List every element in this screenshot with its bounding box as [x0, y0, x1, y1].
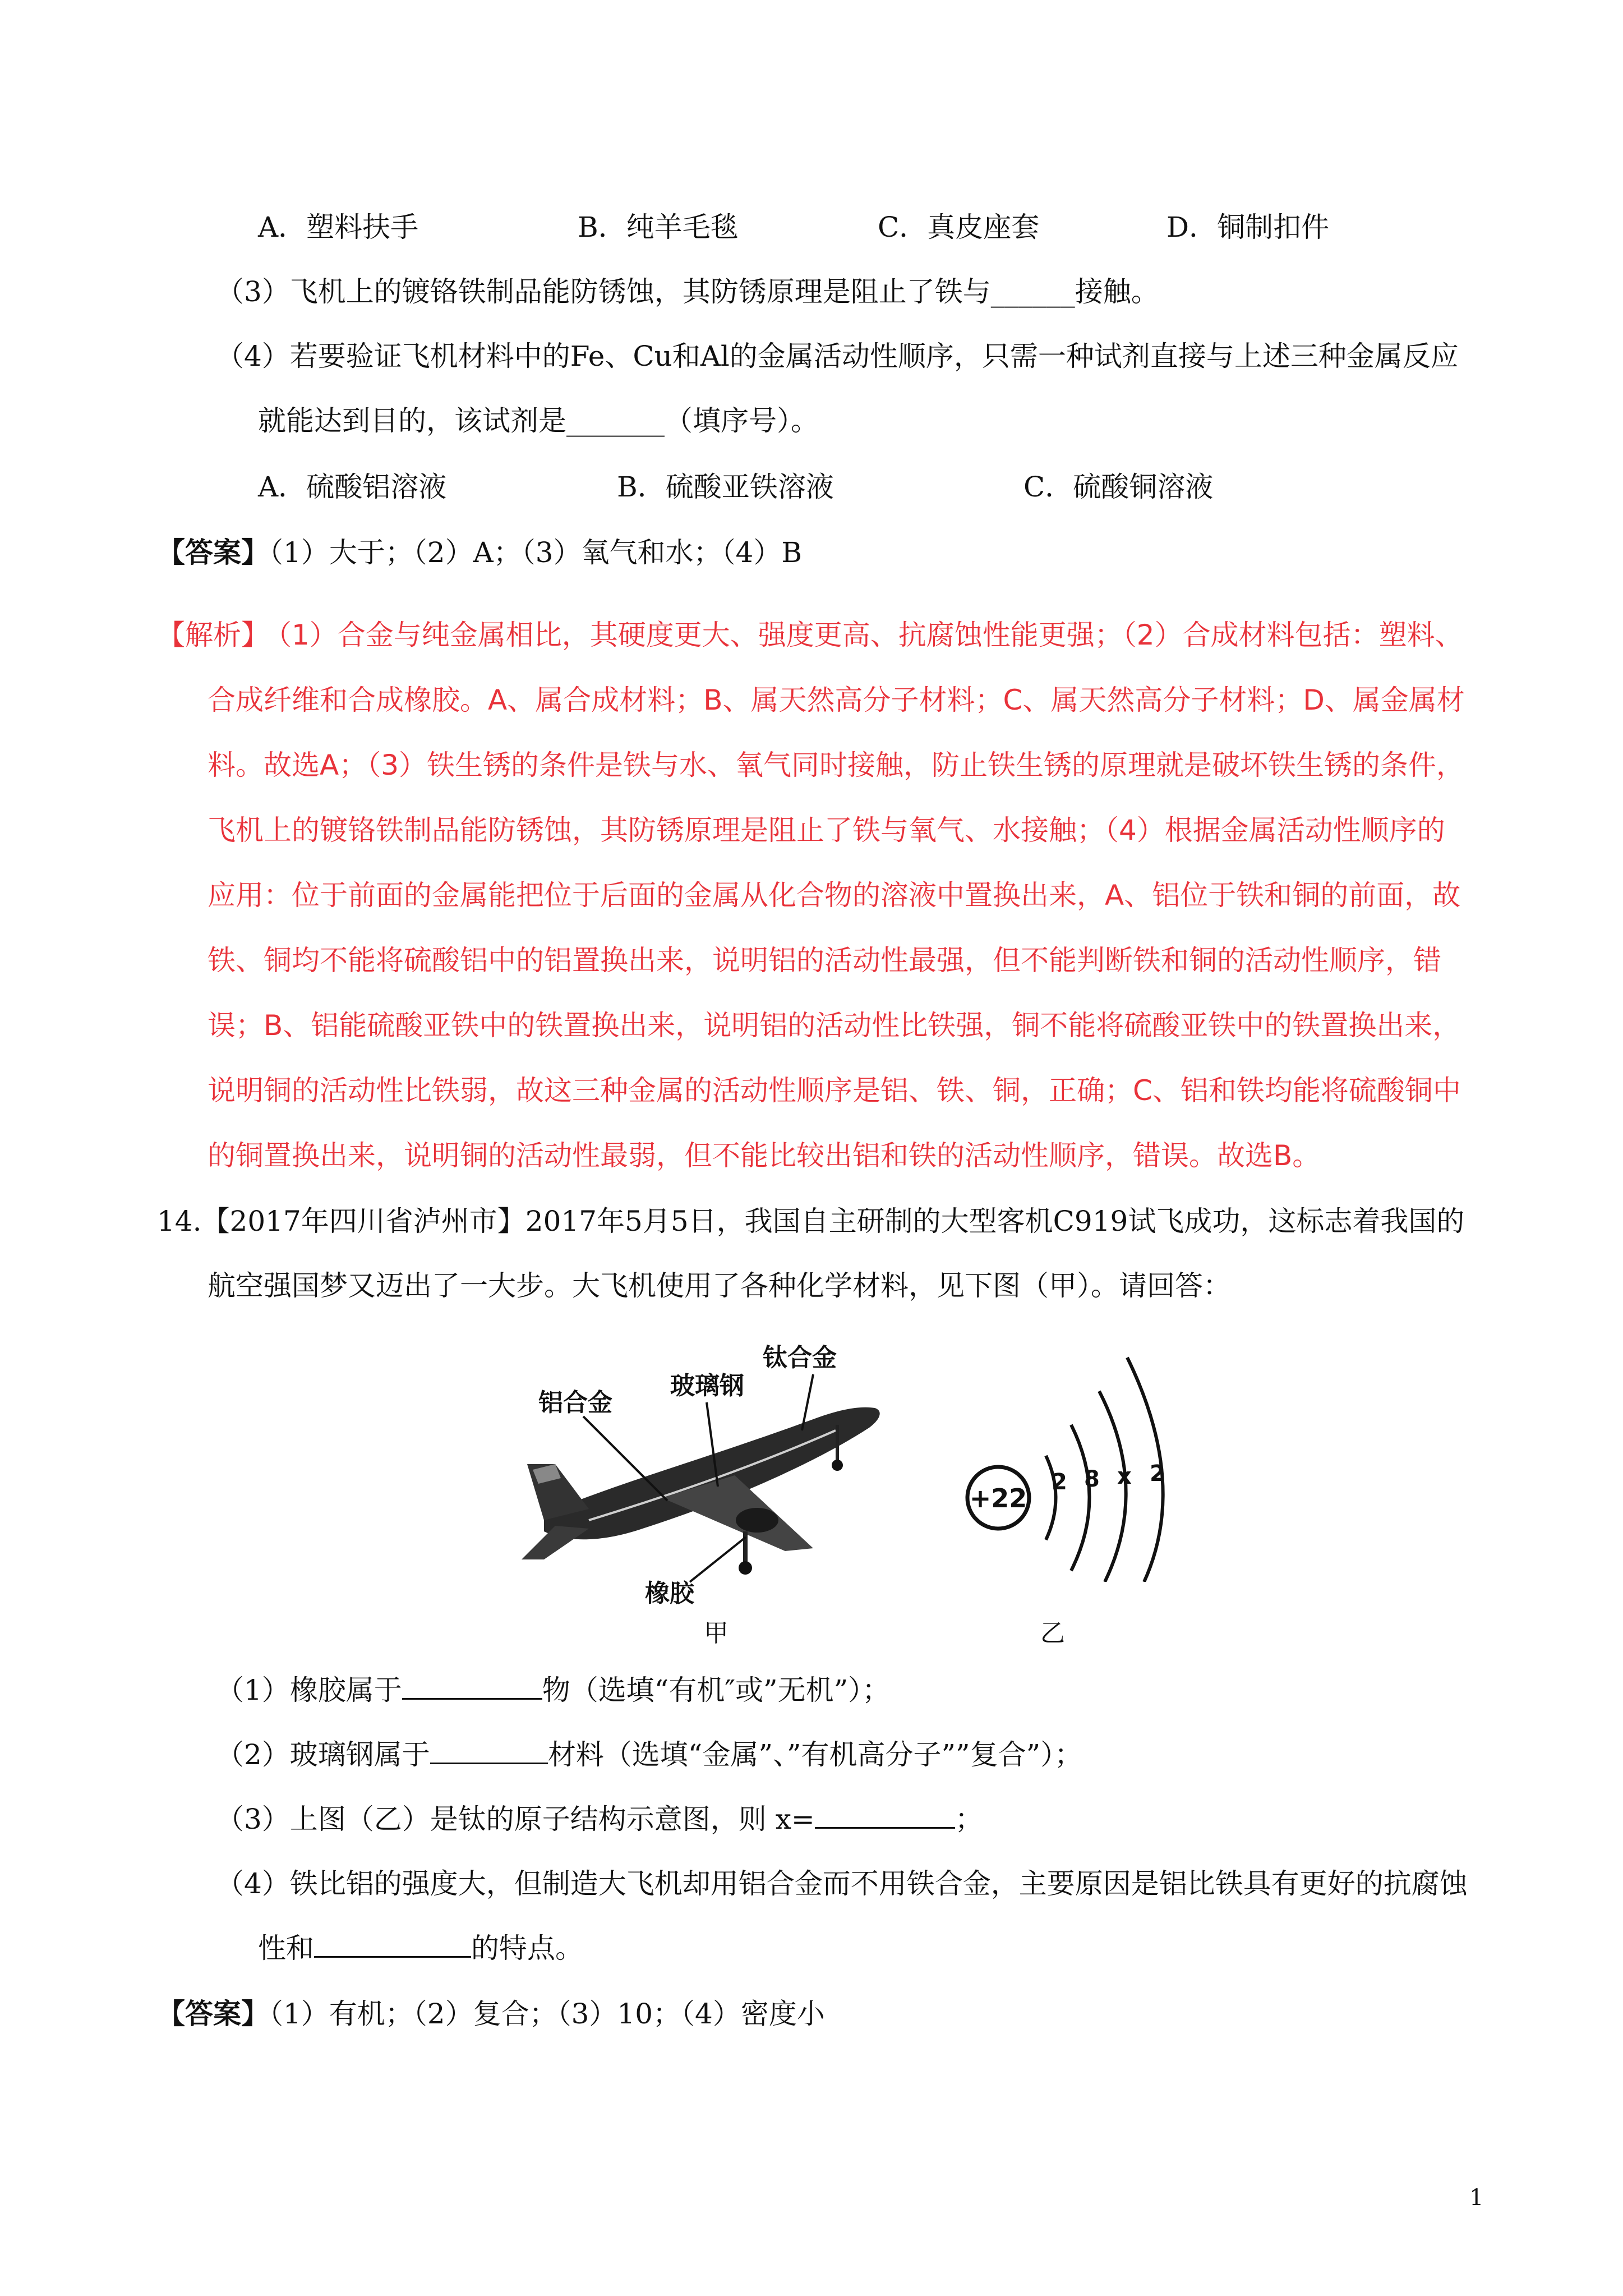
q14-answer: [157, 1997, 825, 2031]
q14-sub4-pre: 性和: [258, 1932, 314, 1964]
shell-electrons-4: 2: [1150, 1461, 1165, 1487]
q14-stem-line1: [157, 1204, 1464, 1238]
option-b-ferrous-sulfate: B．硫酸亚铁溶液: [617, 471, 834, 503]
analysis-line-2: 合成纤维和合成橡胶。A、属合成材料；B、属天然高分子材料；C、属天然高分子材料；D、属金属材: [208, 684, 1465, 716]
q14-sub1-post: 物（选填“有机″或”无机”）；: [542, 1674, 891, 1706]
q14-sub4-line1: （4）铁比铝的强度大，但制造大飞机却用铝合金而不用铁合金，主要原因是铝比铁具有更好的抗腐蚀: [216, 1867, 1468, 1900]
q14-sub2: [216, 1738, 1082, 1772]
option-d-copper-buckle: D．铜制扣件: [1166, 211, 1330, 243]
analysis-line-9: 的铜置换出来，说明铜的活动性最弱，但不能比较出铝和铁的活动性顺序，错误。故选B。: [208, 1139, 1321, 1172]
q14-sub3: [216, 1802, 983, 1836]
q14-stem-text: 2017年5月5日，我国自主研制的大型客机C919试飞成功，这标志着我国的: [525, 1205, 1465, 1237]
answer-blank: [314, 1931, 471, 1958]
option-c-copper-sulfate: C．硫酸铜溶液: [1023, 471, 1214, 503]
nucleus-charge: +22: [969, 1483, 1027, 1513]
option-a-aluminium-sulfate: A．硫酸铝溶液: [258, 471, 447, 503]
analysis-line-8: 说明铜的活动性比铁弱，故这三种金属的活动性顺序是铝、铁、铜，正确；C、铝和铁均能将硫酸铜中: [208, 1074, 1461, 1107]
answer-blank: [815, 1802, 955, 1829]
analysis-line-1: （1）合金与纯金属相比，其硬度更大、强度更高、抗腐蚀性能更强；（2）合成材料包括：塑料、: [264, 619, 1463, 651]
label-aluminium-alloy: 铝合金: [538, 1388, 612, 1417]
analysis-label: 【解析】: [157, 619, 269, 651]
analysis-line-5: 应用：位于前面的金属能把位于后面的金属从化合物的溶液中置换出来，A、铝位于铁和铜的前面，故: [208, 879, 1461, 912]
q14-sub2-post: 材料（选填“金属”、”有机高分子””复合”）；: [547, 1738, 1083, 1771]
label-titanium-alloy: 钛合金: [763, 1343, 837, 1372]
option-a-plastic-handrail: A．塑料扶手: [258, 211, 419, 243]
atom-structure-diagram: [953, 1346, 1189, 1582]
shell-electrons-2: 8: [1084, 1466, 1100, 1492]
q13-sub4-line1: （4）若要验证飞机材料中的Fe、Cu和Al的金属活动性顺序，只需一种试剂直接与上述三种金属反应: [216, 340, 1459, 372]
option-c-leather-seat: C．真皮座套: [878, 211, 1040, 243]
answer-blank: [402, 1673, 542, 1700]
label-rubber: 橡胶: [645, 1579, 694, 1604]
answer-text: （1）大于；（2）A；（3）氧气和水；（4）B: [269, 536, 803, 569]
answer-label: 【答案】: [157, 536, 269, 569]
shell-electrons-3: x: [1117, 1464, 1132, 1489]
answer-label: 【答案】: [157, 1997, 269, 2030]
q14-sub1-pre: （1）橡胶属于: [216, 1674, 402, 1706]
answer-blank: [430, 1738, 548, 1764]
shell-arc-1: [1046, 1456, 1056, 1540]
q14-sub3-post: ；: [955, 1803, 983, 1835]
analysis-line-3: 料。故选A；（3）铁生锈的条件是铁与水、氧气同时接触，防止铁生锈的原理就是破坏铁生锈的条件，: [208, 749, 1465, 781]
q13-answer: [157, 536, 802, 569]
analysis-line-6: 铁、铜均不能将硫酸铝中的铝置换出来，说明铝的活动性最强，但不能判断铁和铜的活动性顺序，错: [208, 944, 1441, 977]
q14-sub3-pre: （3）上图（乙）是钛的原子结构示意图，则 x=: [216, 1803, 815, 1835]
option-b-wool-blanket: B．纯羊毛毯: [578, 211, 739, 243]
q14-sub4-post: 的特点。: [471, 1932, 583, 1964]
q14-sub2-pre: （2）玻璃钢属于: [216, 1738, 430, 1771]
answer-text: （1）有机；（2）复合；（3）10；（4）密度小: [269, 1998, 825, 2030]
q14-stem-line2: 航空强国梦又迈出了一大步。大飞机使用了各种化学材料，见下图（甲）。请回答：: [208, 1269, 1231, 1302]
shell-electrons-1: 2: [1052, 1469, 1067, 1495]
analysis-line-7: 误；B、铝能硫酸亚铁中的铁置换出来，说明铝的活动性比铁强，铜不能将硫酸亚铁中的铁置换出来，: [208, 1009, 1461, 1042]
q13-sub4-line2: 就能达到目的，该试剂是_______（填序号）。: [258, 404, 819, 437]
q14-source: 【2017年四川省泸州市】: [201, 1205, 525, 1237]
airplane-figure: [522, 1335, 914, 1604]
q14-sub4-line2: [258, 1931, 583, 1965]
q14-number: 14.: [157, 1205, 202, 1237]
page-number: 1: [1469, 2185, 1484, 2211]
figure-caption-b: 乙: [1040, 1619, 1065, 1648]
figure-caption-a: 甲: [704, 1619, 728, 1648]
q13-sub3-text: （3）飞机上的镀铬铁制品能防锈蚀，其防锈原理是阻止了铁与______接触。: [216, 275, 1159, 308]
q14-sub1: [216, 1673, 890, 1707]
shell-arc-2: [1071, 1425, 1090, 1571]
label-fiberglass: 玻璃钢: [670, 1372, 744, 1400]
analysis-line-4: 飞机上的镀铬铁制品能防锈蚀，其防锈原理是阻止了铁与氧气、水接触；（4）根据金属活动性顺序的: [208, 814, 1445, 846]
